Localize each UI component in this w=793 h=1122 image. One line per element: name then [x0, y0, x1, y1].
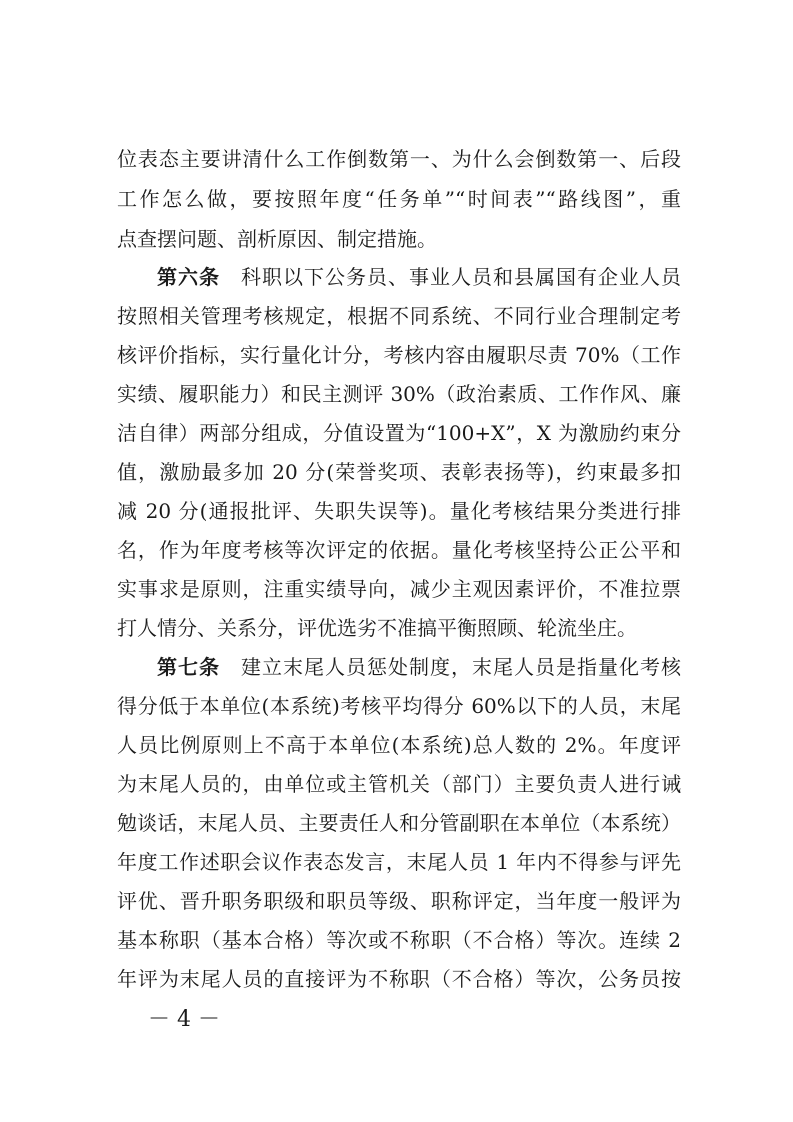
- paragraph-line: 年评为末尾人员的直接评为不称职（不合格）等次，公务员按: [117, 967, 681, 991]
- paragraph-line: 勉谈话，末尾人员、主要责任人和分管副职在本单位（本系统）: [117, 811, 681, 835]
- paragraph-line: 得分低于本单位(本系统)考核平均得分 60%以下的人员，末尾: [117, 694, 681, 718]
- paragraph-line: 按照相关管理考核规定，根据不同系统、不同行业合理制定考: [117, 304, 681, 328]
- paragraph-line: 洁自律）两部分组成，分值设置为“100+X”，X 为激励约束分: [117, 421, 681, 445]
- paragraph-line: 人员比例原则上不高于本单位(本系统)总人数的 2%。年度评: [117, 733, 681, 757]
- paragraph-line: 为末尾人员的，由单位或主管机关（部门）主要负责人进行诫: [117, 772, 681, 796]
- article-6-text: 科职以下公务员、事业人员和县属国有企业人员: [240, 265, 681, 289]
- paragraph-line: 点查摆问题、剖析原因、制定措施。: [117, 227, 437, 251]
- paragraph-line: 实事求是原则，注重实绩导向，减少主观因素评价，不准拉票: [117, 577, 681, 601]
- article-7-text: 建立末尾人员惩处制度，末尾人员是指量化考核: [240, 655, 681, 679]
- article-7-first-line: [157, 652, 681, 682]
- article-7-heading: 第七条: [157, 655, 220, 679]
- paragraph-line: 年度工作述职会议作表态发言，末尾人员 1 年内不得参与评先: [117, 850, 681, 874]
- paragraph-line: 位表态主要讲清什么工作倒数第一、为什么会倒数第一、后段: [117, 147, 681, 171]
- paragraph-line: 名，作为年度考核等次评定的依据。量化考核坚持公正公平和: [117, 538, 681, 562]
- paragraph-line: 值，激励最多加 20 分(荣誉奖项、表彰表扬等)，约束最多扣: [117, 460, 681, 484]
- paragraph-line: 工作怎么做，要按照年度“任务单”“时间表”“路线图”，重: [117, 187, 681, 211]
- paragraph-line: 核评价指标，实行量化计分，考核内容由履职尽责 70%（工作: [117, 343, 681, 367]
- page-number: － 4 －: [148, 1007, 220, 1032]
- paragraph-line: 实绩、履职能力）和民主测评 30%（政治素质、工作作风、廉: [117, 382, 681, 406]
- paragraph-line: 减 20 分(通报批评、失职失误等)。量化考核结果分类进行排: [117, 499, 681, 523]
- paragraph-line: 评优、晋升职务职级和职员等级、职称评定，当年度一般评为: [117, 889, 681, 913]
- article-6-heading: 第六条: [157, 265, 220, 289]
- paragraph-line: 打人情分、关系分，评优选劣不准搞平衡照顾、轮流坐庄。: [117, 616, 637, 640]
- paragraph-line: 基本称职（基本合格）等次或不称职（不合格）等次。连续 2: [117, 928, 681, 952]
- article-6-first-line: [157, 262, 681, 292]
